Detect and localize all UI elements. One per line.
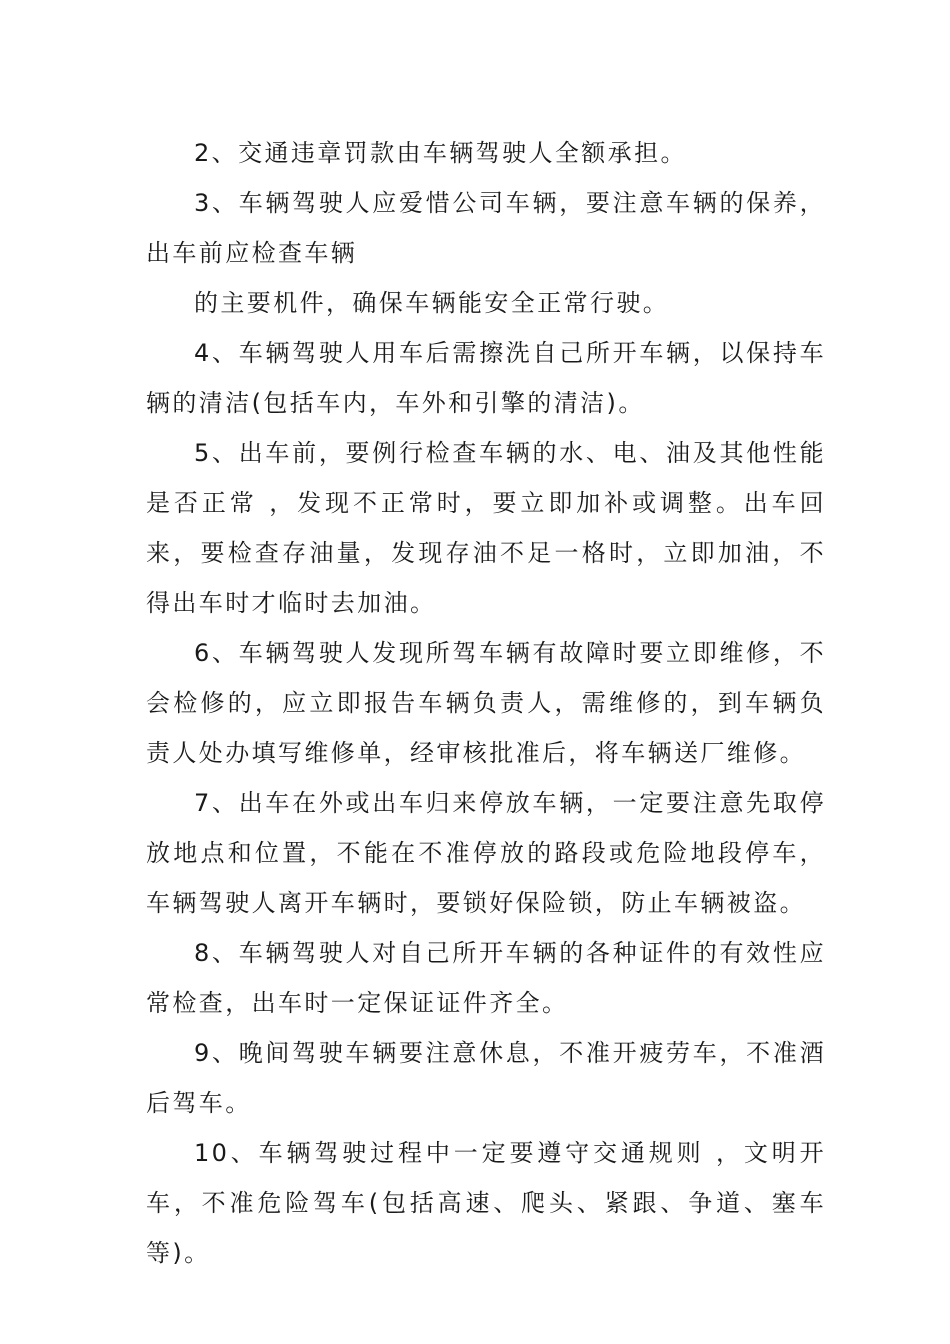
paragraph-rule-10: 10、车辆驾驶过程中一定要遵守交通规则 ，文明开车，不准危险驾车(包括高速、爬头、紧跟、争道、塞车等)。 [146, 1139, 826, 1267]
paragraph-rule-3-continued: 的主要机件，确保车辆能安全正常行驶。 [194, 289, 670, 317]
paragraph-rule-3: 3、车辆驾驶人应爱惜公司车辆，要注意车辆的保养，出车前应检查车辆 [146, 189, 826, 267]
paragraph-rule-6: 6、车辆驾驶人发现所驾车辆有故障时要立即维修，不会检修的，应立即报告车辆负责人，需维修的，到车辆负责人处办填写维修单，经审核批准后，将车辆送厂维修。 [146, 639, 826, 767]
paragraph-rule-4: 4、车辆驾驶人用车后需擦洗自己所开车辆，以保持车辆的清洁(包括车内，车外和引擎的清洁)。 [146, 339, 826, 417]
paragraph-rule-7: 7、出车在外或出车归来停放车辆，一定要注意先取停放地点和位置，不能在不准停放的路段或危险地段停车，车辆驾驶人离开车辆时，要锁好保险锁，防止车辆被盗。 [146, 789, 826, 917]
document-body [146, 128, 826, 1278]
paragraph-rule-5: 5、出车前，要例行检查车辆的水、电、油及其他性能是否正常 ，发现不正常时，要立即加补或调整。出车回来，要检查存油量，发现存油不足一格时，立即加油，不得出车时才临时去加油。 [146, 439, 826, 617]
paragraph-rule-8: 8、车辆驾驶人对自己所开车辆的各种证件的有效性应常检查，出车时一定保证证件齐全。 [146, 939, 826, 1017]
paragraph-rule-9: 9、晚间驾驶车辆要注意休息，不准开疲劳车，不准酒后驾车。 [146, 1039, 826, 1117]
paragraph-rule-2: 2、交通违章罚款由车辆驾驶人全额承担。 [194, 139, 687, 167]
